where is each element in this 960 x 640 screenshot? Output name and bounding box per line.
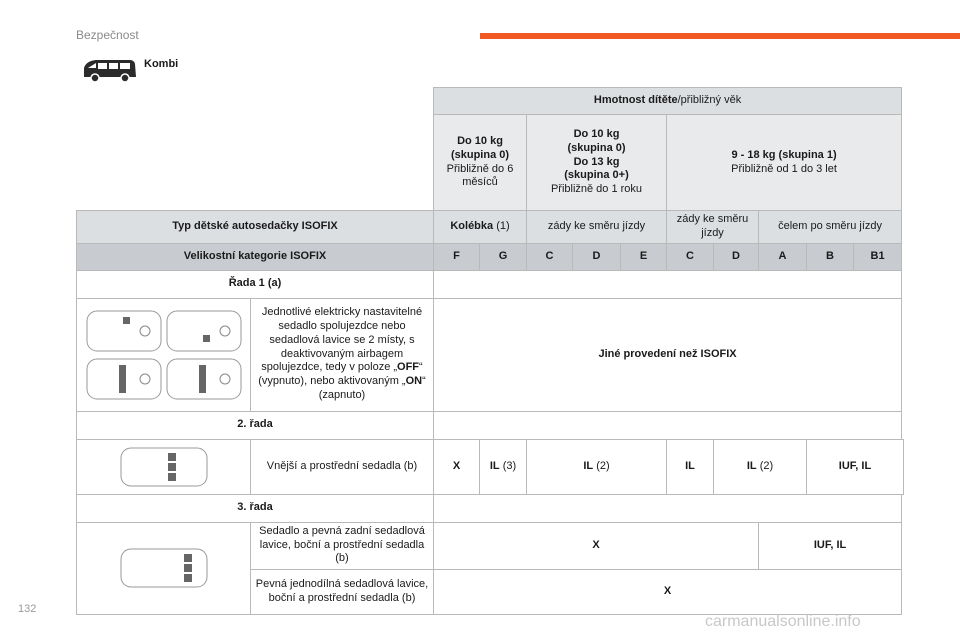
vehicle-label: Kombi — [144, 58, 179, 70]
group-col-2: Do 10 kg (skupina 0) Do 13 kg (skupina 0+) Přibližně do 1 roku — [527, 115, 667, 211]
row2-value: IUF, IL — [807, 439, 904, 494]
size-cell: D — [573, 243, 621, 270]
isofix-table — [76, 87, 904, 615]
row2-value: IL (2) — [714, 439, 807, 494]
size-cell: B1 — [854, 243, 902, 270]
van-icon — [80, 55, 138, 85]
row2-value: X — [434, 439, 480, 494]
type-forward: čelem po směru jízdy — [759, 211, 902, 244]
type-rear-1: zády ke směru jízdy — [527, 211, 667, 244]
group-col-3: 9 - 18 kg (skupina 1) Přibližně od 1 do 3 let — [667, 115, 902, 211]
row3-a-value: IUF, IL — [759, 522, 902, 569]
second-row-diagram-icon — [118, 445, 210, 489]
size-cell: D — [714, 243, 759, 270]
size-row-label: Velikostní kategorie ISOFIX — [77, 243, 434, 270]
row2-description: Vnější a prostřední sedadla (b) — [251, 439, 434, 494]
row3-title: 3. řada — [77, 494, 434, 522]
row3-a-value: X — [434, 522, 759, 569]
row1-seat-diagrams — [77, 298, 251, 411]
size-cell: A — [759, 243, 807, 270]
weight-header: Hmotnost dítěte/přibližný věk — [434, 88, 902, 115]
row3-seat-diagram — [77, 522, 251, 614]
row2-seat-diagram — [77, 439, 251, 494]
row1-title: Řada 1 (a) — [77, 270, 434, 298]
type-cot: Kolébka (1) — [434, 211, 527, 244]
type-row-label: Typ dětské autosedačky ISOFIX — [77, 211, 434, 244]
size-cell: C — [667, 243, 714, 270]
size-cell: F — [434, 243, 480, 270]
header-accent-bar — [480, 33, 960, 39]
group-col-1: Do 10 kg (skupina 0) Přibližně do 6 měsíců — [434, 115, 527, 211]
type-rear-2: zády ke směru jízdy — [667, 211, 759, 244]
size-cell: C — [527, 243, 573, 270]
section-title: Bezpečnost — [76, 28, 139, 42]
row2-value: IL — [667, 439, 714, 494]
row3-description-b: Pevná jednodílná sedadlová lavice, boční a prostřední sedadla (b) — [251, 569, 434, 614]
page-number: 132 — [18, 603, 37, 615]
front-seat-diagram-icon — [83, 307, 245, 403]
third-row-diagram-icon — [118, 546, 210, 590]
size-cell: B — [807, 243, 854, 270]
row3-description-a: Sedadlo a pevná zadní sedadlová lavice, boční a prostřední sedadla (b) — [251, 522, 434, 569]
row1-description: Jednotlivé elektricky nastavitelné sedadlo spolujezdce nebo sedadlová lavice se 2 místy, s deaktivovaným airbagem spolujezdce, tedy v poloze „OFF“ (vypnuto), nebo aktivovaným „ON“ (zapnuto) — [251, 298, 434, 411]
size-cell: G — [480, 243, 527, 270]
row3-b-value: X — [434, 569, 902, 614]
row2-title: 2. řada — [77, 411, 434, 439]
row2-value: IL (3) — [480, 439, 527, 494]
watermark: carmanualsonline.info — [705, 613, 861, 630]
row1-value: Jiné provedení než ISOFIX — [434, 298, 902, 411]
row2-value: IL (2) — [527, 439, 667, 494]
size-cell: E — [621, 243, 667, 270]
